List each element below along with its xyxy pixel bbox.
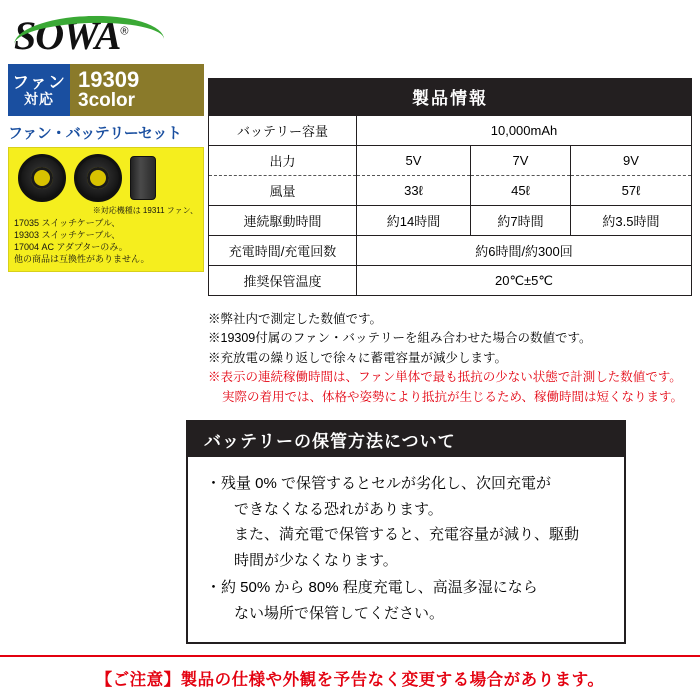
footnote-5: 実際の着用では、体格や姿勢により抵抗が生じるため、稼働時間は短くなります。 (222, 389, 684, 404)
storage-item2-main: ・約 50% から 80% 程度充電し、高温多湿になら (206, 579, 538, 596)
storage-item2-cont1: ない場所で保管してください。 (234, 604, 445, 622)
storage-body (188, 457, 624, 642)
row-value: 20℃±5℃ (357, 266, 692, 296)
brand-logo-text: SOWA (14, 13, 121, 58)
footer-disclaimer: 【ご注意】製品の仕様や外観を予告なく変更する場合があります。 (0, 655, 700, 700)
list-item (206, 575, 610, 626)
row-label: 充電時間/充電回数 (209, 236, 357, 266)
brand-logo (8, 10, 204, 62)
table-row (209, 116, 692, 146)
table-row (209, 236, 692, 266)
storage-item1-cont1: できなくなる恐れがあります。 (234, 500, 443, 518)
fan-compatible-badge (8, 64, 70, 116)
table-row (209, 146, 692, 176)
trademark-symbol: ® (120, 25, 128, 38)
spec-table (208, 115, 692, 296)
fan-unit-icon (74, 154, 122, 202)
table-row (209, 266, 692, 296)
row-value-1: 5V (357, 146, 471, 176)
list-item (206, 471, 610, 573)
row-value: 約6時間/約300回 (357, 236, 692, 266)
row-value-3: 約3.5時間 (570, 206, 691, 236)
row-value: 10,000mAh (357, 116, 692, 146)
compat-note-line3: 19303 スイッチケーブル、 (14, 229, 121, 240)
storage-item1-cont2: また、満充電で保管すると、充電容量が減り、駆動 (234, 526, 580, 543)
footnote-2: ※19309付属のファン・バッテリーを組み合わせた場合の数値です。 (208, 331, 592, 346)
fan-badge-line2: 対応 (24, 90, 54, 107)
row-label: バッテリー容量 (209, 116, 357, 146)
compatibility-note (14, 206, 198, 265)
compatibility-note-box (8, 147, 204, 272)
row-value-3: 9V (570, 146, 691, 176)
row-value-1: 約14時間 (357, 206, 471, 236)
fan-unit-icon (18, 154, 66, 202)
storage-title: バッテリーの保管方法について (188, 422, 624, 457)
spec-table-section (208, 78, 692, 296)
storage-item1-main: ・残量 0% で保管するとセルが劣化し、次回充電が (206, 475, 552, 492)
footnote-1: ※弊社内で測定した数値です。 (208, 312, 383, 326)
row-value-2: 7V (471, 146, 571, 176)
color-count: 3color (78, 90, 136, 112)
row-value-2: 45ℓ (471, 176, 571, 206)
model-box (70, 64, 204, 116)
row-value-1: 33ℓ (357, 176, 471, 206)
storage-instructions-box (186, 420, 626, 644)
row-label: 連続駆動時間 (209, 206, 357, 236)
compat-note-line1: ※対応機種は 19311 ファン、 (92, 206, 198, 215)
row-label: 出力 (209, 146, 357, 176)
product-identity-panel (8, 10, 204, 272)
footnote-4: ※表示の連続稼働時間は、ファン単体で最も抵抗の少ない状態で計測した数値です。 (208, 370, 682, 385)
footnote-3: ※充放電の繰り返しで徐々に蓄電容量が減少します。 (208, 350, 508, 365)
table-row (209, 176, 692, 206)
product-images (14, 152, 198, 206)
row-value-2: 約7時間 (471, 206, 571, 236)
compat-note-line4: 17004 AC アダプターのみ。 (14, 242, 128, 253)
footnote-warning (208, 368, 692, 407)
spec-table-title: 製品情報 (208, 78, 692, 115)
compat-note-line2: 17035 スイッチケーブル、 (14, 217, 121, 228)
row-label: 推奨保管温度 (209, 266, 357, 296)
fan-badge-line1: ファン (12, 72, 66, 92)
battery-unit-icon (130, 156, 156, 200)
compat-note-line5: 他の商品は互換性がありません。 (14, 254, 150, 265)
row-label: 風量 (209, 176, 357, 206)
model-number: 19309 (78, 67, 140, 92)
row-value-3: 57ℓ (570, 176, 691, 206)
table-row (209, 206, 692, 236)
set-title: ファン・バッテリーセット (8, 125, 182, 142)
storage-item1-cont3: 時間が少なくなります。 (234, 551, 398, 569)
badge-row (8, 64, 204, 116)
footnotes (208, 310, 692, 407)
